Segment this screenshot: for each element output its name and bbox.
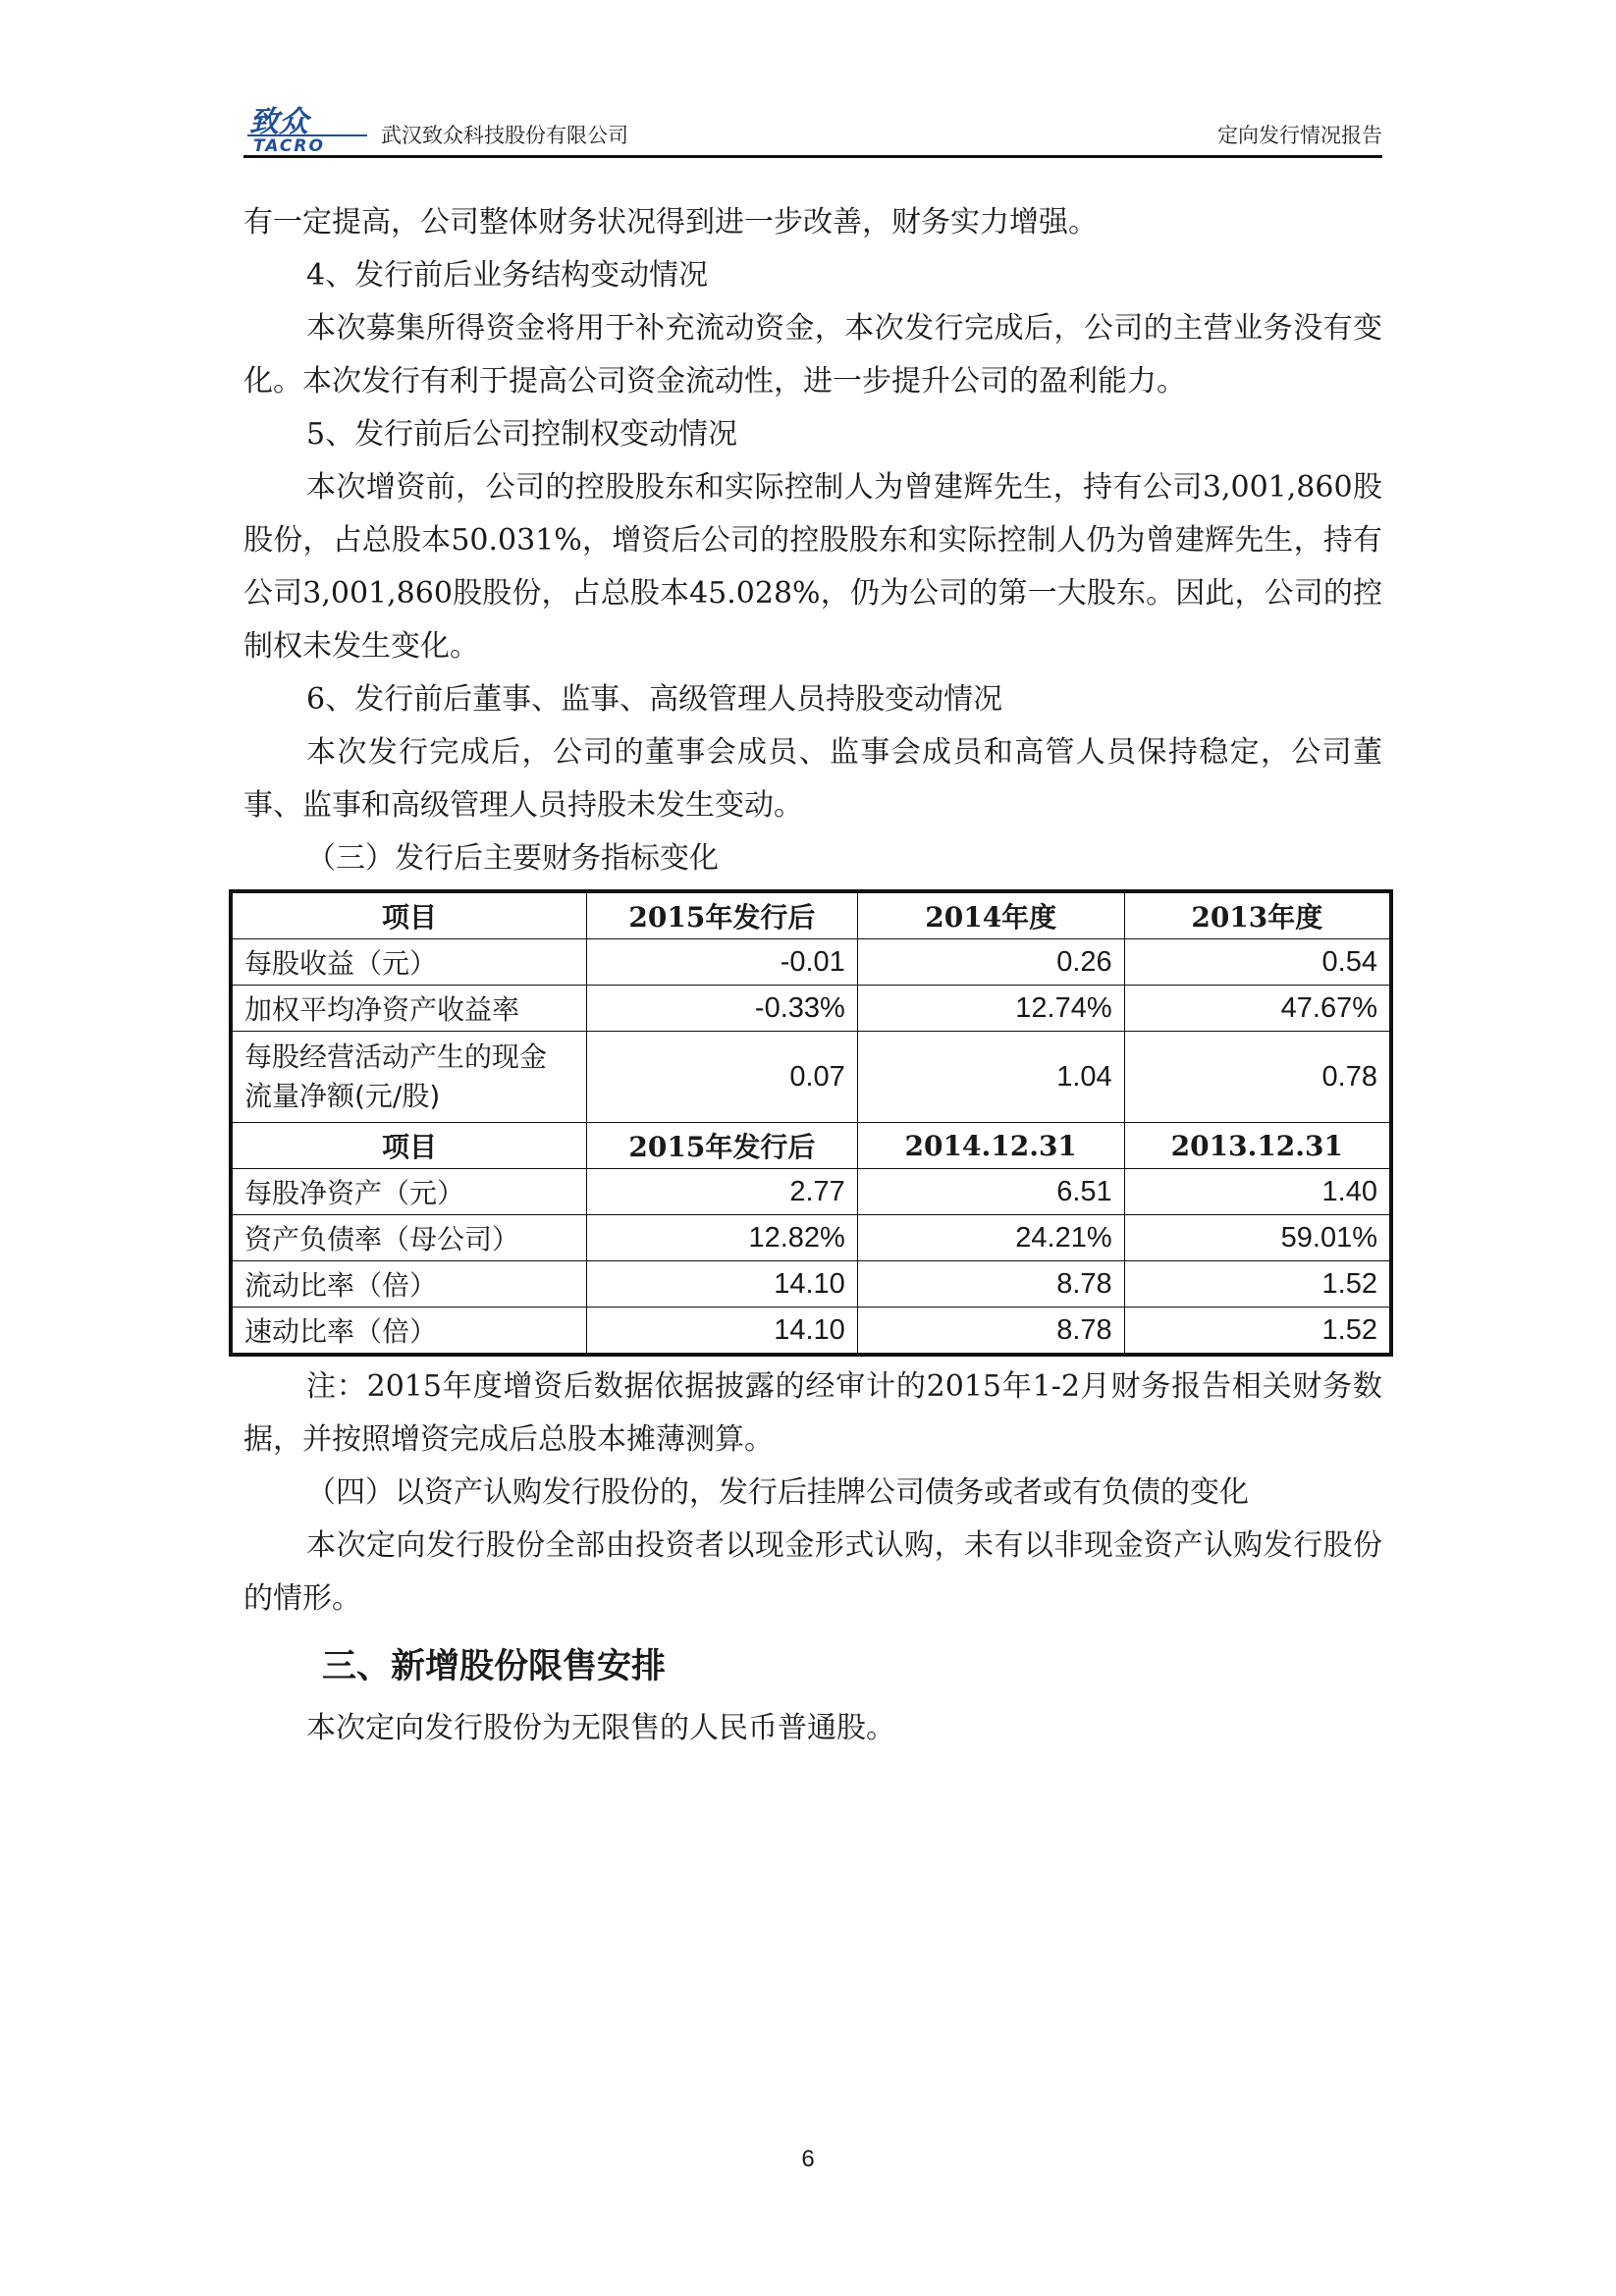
table-cell: 2.77 (586, 1169, 857, 1215)
row-label: 资产负债率（母公司） (231, 1215, 586, 1261)
heading-management-holdings: 6、发行前后董事、监事、高级管理人员持股变动情况 (306, 682, 1003, 717)
table-row (231, 1215, 1391, 1261)
company-name: 武汉致众科技股份有限公司 (381, 124, 628, 147)
table-cell: 14.10 (586, 1261, 857, 1308)
table-cell: 59.01% (1124, 1215, 1391, 1261)
table-cell: 0.78 (1124, 1032, 1391, 1123)
paragraph-business-structure: 本次募集所得资金将用于补充流动资金，本次发行完成后，公司的主营业务没有变化。本次发行有利于提高公司资金流动性，进一步提升公司的盈利能力。 (243, 311, 1382, 399)
table-cell: 0.26 (857, 939, 1124, 986)
table-row (231, 986, 1391, 1032)
table-header-cell: 2013.12.31 (1124, 1123, 1391, 1169)
table-row (231, 1169, 1391, 1215)
paragraph-asset-subscription: 本次定向发行股份全部由投资者以现金形式认购，未有以非现金资产认购发行股份的情形。 (243, 1528, 1382, 1616)
table-header-cell: 2015年发行后 (586, 891, 857, 939)
page-number: 6 (801, 2146, 815, 2172)
table-cell: 14.10 (586, 1308, 857, 1356)
table-cell: 8.78 (857, 1261, 1124, 1308)
section-title-lockup: 三、新增股份限售安排 (322, 1647, 667, 1686)
row-label: 速动比率（倍） (231, 1308, 586, 1356)
table-header-cell: 项目 (231, 1123, 586, 1169)
report-title: 定向发行情况报告 (1217, 124, 1382, 147)
row-label: 加权平均净资产收益率 (231, 986, 586, 1032)
heading-control-rights: 5、发行前后公司控制权变动情况 (306, 417, 738, 452)
table-cell: -0.33% (586, 986, 857, 1032)
table-cell: 0.54 (1124, 939, 1391, 986)
heading-business-structure: 4、发行前后业务结构变动情况 (306, 258, 709, 293)
table-note: 注：2015年度增资后数据依据披露的经审计的2015年1-2月财务报告相关财务数据，并按照增资完成后总股本摊薄测算。 (243, 1369, 1382, 1457)
svg-text:TACRO: TACRO (253, 136, 325, 153)
company-logo (243, 102, 371, 153)
page-body (243, 196, 1382, 1755)
table-cell: 47.67% (1124, 986, 1391, 1032)
table-header-cell: 2014年度 (857, 891, 1124, 939)
table-cell: 1.40 (1124, 1169, 1391, 1215)
table-cell: 6.51 (857, 1169, 1124, 1215)
table-row (231, 1032, 1391, 1123)
table-cell: 1.52 (1124, 1261, 1391, 1308)
row-label: 每股收益（元） (231, 939, 586, 986)
table-cell: 12.82% (586, 1215, 857, 1261)
table-header-cell: 项目 (231, 891, 586, 939)
table-cell: 24.21% (857, 1215, 1124, 1261)
table-header-row (231, 891, 1391, 939)
table-row (231, 1308, 1391, 1356)
paragraph-lockup: 本次定向发行股份为无限售的人民币普通股。 (306, 1711, 895, 1745)
financial-indicators-table (229, 889, 1393, 1357)
table-cell: -0.01 (586, 939, 857, 986)
paragraph-financial-summary: 有一定提高，公司整体财务状况得到进一步改善，财务实力增强。 (243, 205, 1098, 240)
table-header-cell: 2014.12.31 (857, 1123, 1124, 1169)
table-row (231, 1261, 1391, 1308)
page-header (243, 102, 1382, 153)
table-header-row (231, 1123, 1391, 1169)
table-header-cell: 2013年度 (1124, 891, 1391, 939)
paragraph-control-rights: 本次增资前，公司的控股股东和实际控制人为曾建辉先生，持有公司3,001,860股股份，占总股本50.031%，增资后公司的控股股东和实际控制人仍为曾建辉先生，持有公司3,001,860股股份，占总股本45.028%，仍为公司的第一大股东。因此，公司的控制权未发生变化。 (243, 470, 1383, 664)
table-cell: 1.52 (1124, 1308, 1391, 1356)
heading-financial-indicators: （三）发行后主要财务指标变化 (306, 841, 719, 876)
svg-text:致众: 致众 (249, 105, 308, 139)
table-cell: 0.07 (586, 1032, 857, 1123)
heading-asset-subscription: （四）以资产认购发行股份的，发行后挂牌公司债务或者或有负债的变化 (306, 1475, 1249, 1510)
table-cell: 1.04 (857, 1032, 1124, 1123)
paragraph-management-holdings: 本次发行完成后，公司的董事会成员、监事会成员和高管人员保持稳定，公司董事、监事和高级管理人员持股未发生变动。 (243, 735, 1382, 823)
row-label: 每股净资产（元） (231, 1169, 586, 1215)
row-label: 每股经营活动产生的现金流量净额(元/股) (231, 1032, 586, 1123)
table-cell: 12.74% (857, 986, 1124, 1032)
header-rule (243, 155, 1382, 158)
table-cell: 8.78 (857, 1308, 1124, 1356)
row-label: 流动比率（倍） (231, 1261, 586, 1308)
table-row (231, 939, 1391, 986)
table-header-cell: 2015年发行后 (586, 1123, 857, 1169)
